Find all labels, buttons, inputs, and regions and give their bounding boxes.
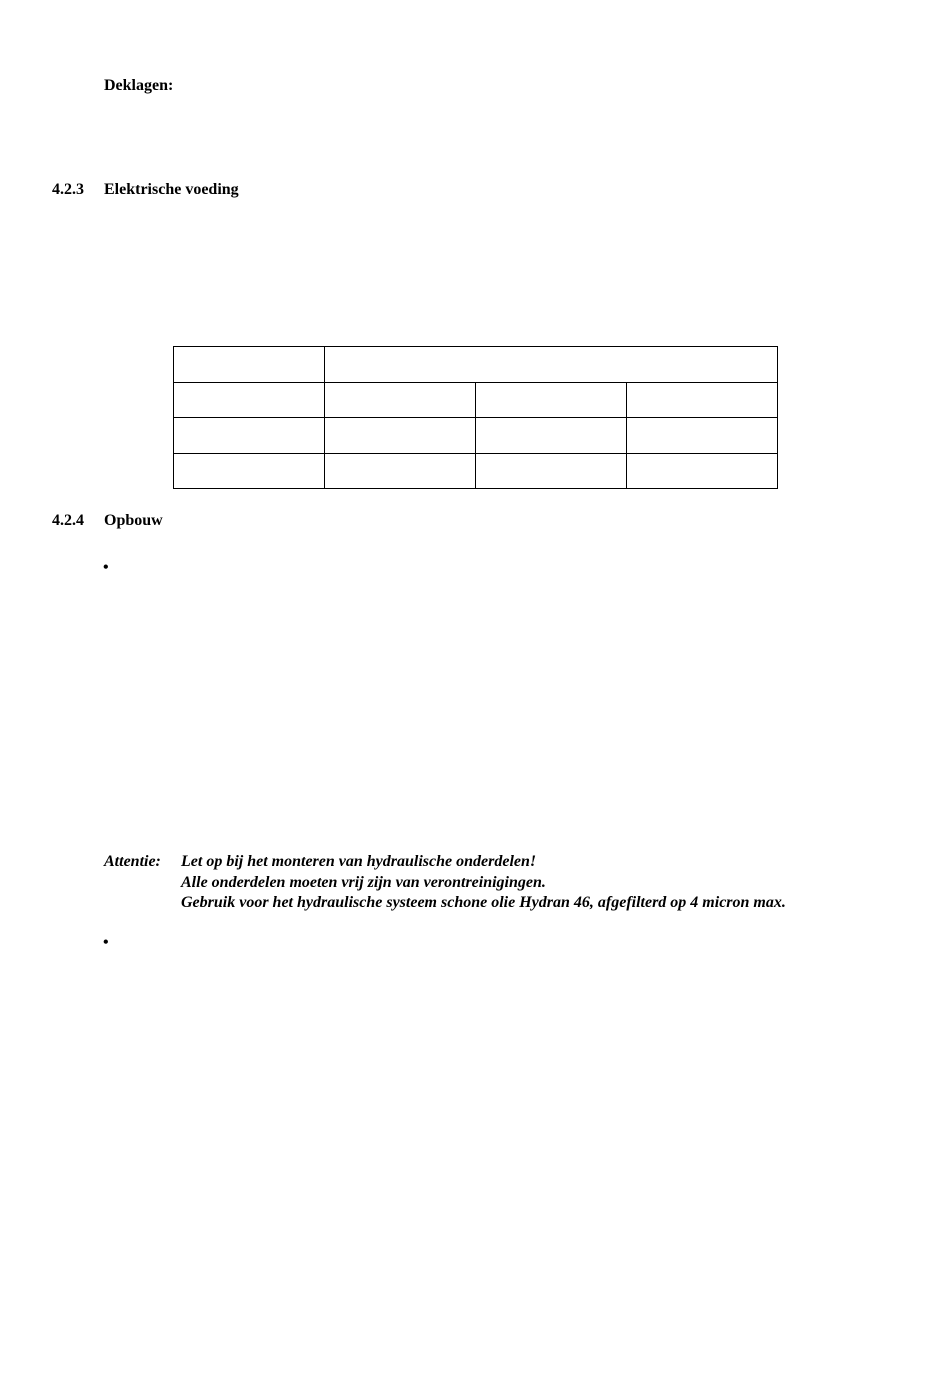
attention-line: Let op bij het monteren van hydraulische onderdelen! xyxy=(181,853,537,870)
table-cell xyxy=(476,382,627,418)
table-cell xyxy=(627,453,778,489)
table-cell xyxy=(627,382,778,418)
attention-line: Gebruik voor het hydraulische systeem schone olie Hydran 46, afgefilterd op 4 micron max. xyxy=(181,894,786,911)
section-title-electrical-supply: Elektrische voeding xyxy=(104,181,239,198)
table-cell xyxy=(476,453,627,489)
table-cell xyxy=(476,418,627,454)
table-row xyxy=(174,418,778,454)
table-cell xyxy=(325,418,476,454)
attention-lines xyxy=(181,852,786,914)
cover-layers-label: Deklagen: xyxy=(104,77,174,94)
table-cell xyxy=(627,418,778,454)
section-number-4-2-3: 4.2.3 xyxy=(52,181,84,198)
attention-label: Attentie: xyxy=(104,853,161,870)
table-cell xyxy=(325,453,476,489)
section-number-4-2-4: 4.2.4 xyxy=(52,512,84,529)
power-supply-table xyxy=(173,346,778,489)
table-row xyxy=(174,453,778,489)
table-cell xyxy=(174,347,325,383)
section-title-construction: Opbouw xyxy=(104,512,163,529)
bullet-point: • xyxy=(103,934,109,951)
table-row xyxy=(174,382,778,418)
table-cell xyxy=(325,347,778,383)
bullet-point: • xyxy=(103,559,109,576)
table-cell xyxy=(174,418,325,454)
table-cell xyxy=(325,382,476,418)
table-cell xyxy=(174,453,325,489)
table-cell xyxy=(174,382,325,418)
table-row xyxy=(174,347,778,383)
attention-line: Alle onderdelen moeten vrij zijn van verontreinigingen. xyxy=(181,873,546,891)
